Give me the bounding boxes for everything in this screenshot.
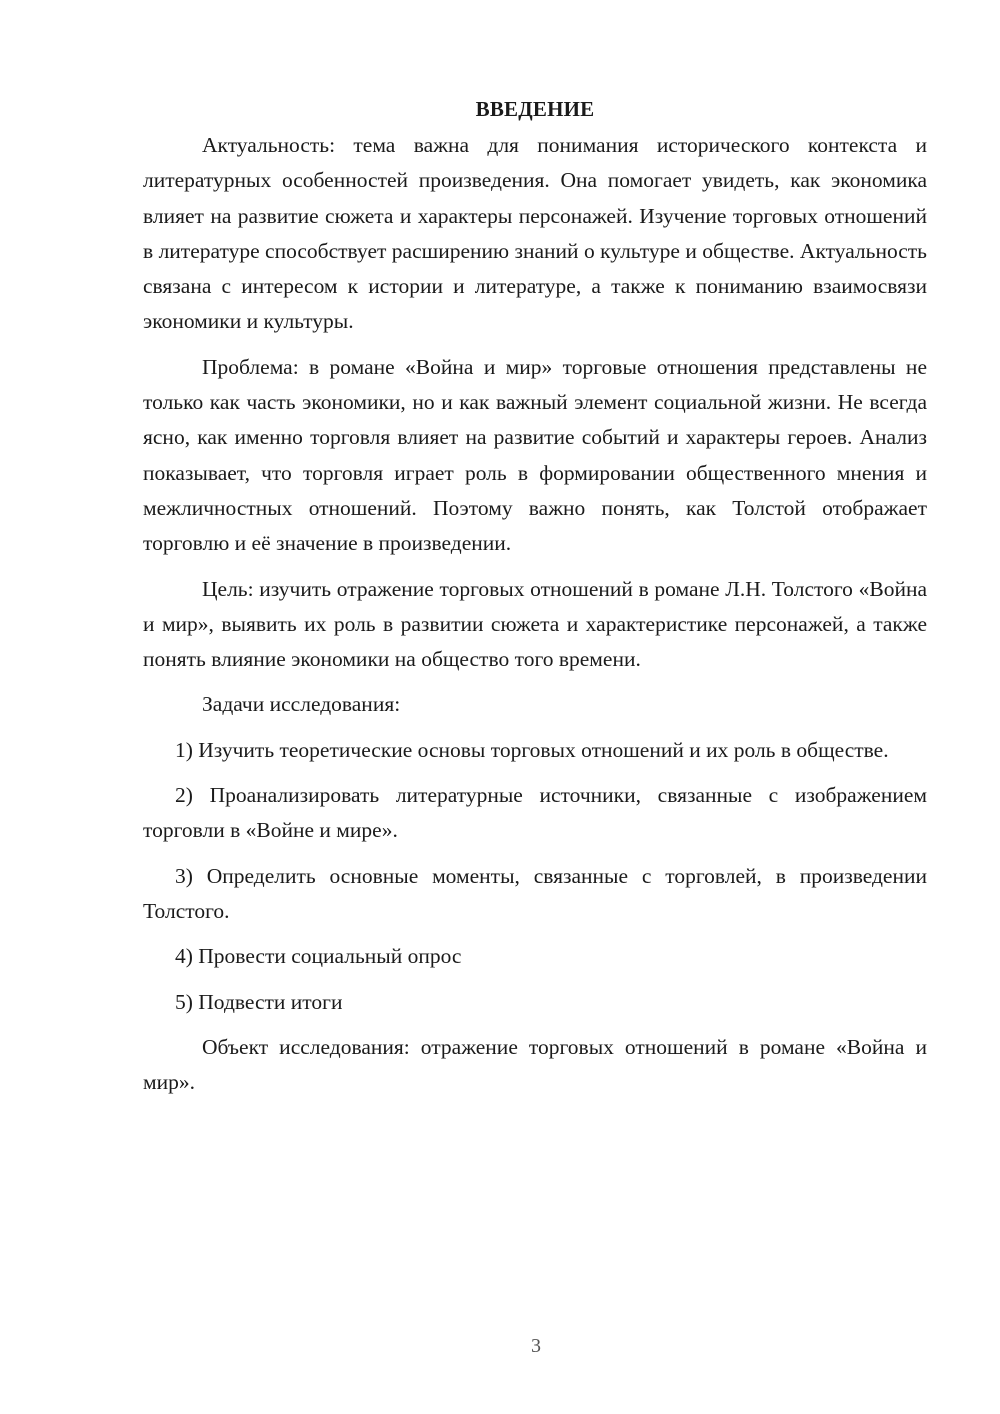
task-item: 3) Определить основные моменты, связанные с торговлей, в произведении Толстого. (143, 863, 927, 923)
section-heading: ВВЕДЕНИЕ (475, 97, 595, 121)
task-item: 1) Изучить теоретические основы торговых отношений и их роль в обществе. (175, 737, 889, 762)
tasks-title: Задачи исследования: (202, 692, 401, 717)
object-paragraph: Объект исследования: отражение торговых отношений в романе «Война и мир». (143, 1034, 927, 1095)
task-item: 5) Подвести итоги (175, 989, 343, 1014)
task-item: 4) Провести социальный опрос (175, 944, 462, 969)
page-number: 3 (531, 1335, 541, 1357)
problem-paragraph: Проблема: в романе «Война и мир» торговые отношения представлены не только как часть экономики, но и как важный элемент социальной жизни. Не всегда ясно, как именно торговля влияет на развитие событий и характеры героев. Анализ показывает, что торговля играет роль в формировании общественного мнения и межличностных отношений. Поэтому важно понять, как Толстой отображает торговлю и её значение в произведении. (143, 354, 927, 556)
task-item: 2) Проанализировать литературные источники, связанные с изображением торговли в «Войне и мире». (143, 783, 927, 843)
goal-paragraph: Цель: изучить отражение торговых отношений в романе Л.Н. Толстого «Война и мир», выявить их роль в развитии сюжета и характеристике персонажей, а также понять влияние экономики на общество того времени. (143, 576, 927, 672)
relevance-paragraph: Актуальность: тема важна для понимания исторического контекста и литературных особенностей произведения. Она помогает увидеть, как экономика влияет на развитие сюжета и характеры персонажей. Изучение торговых отношений в литературе способствует расширению знаний о культуре и обществе. Актуальность связана с интересом к истории и литературе, а также к пониманию взаимосвязи экономики и культуры. (143, 133, 927, 334)
page-content (143, 92, 927, 1110)
